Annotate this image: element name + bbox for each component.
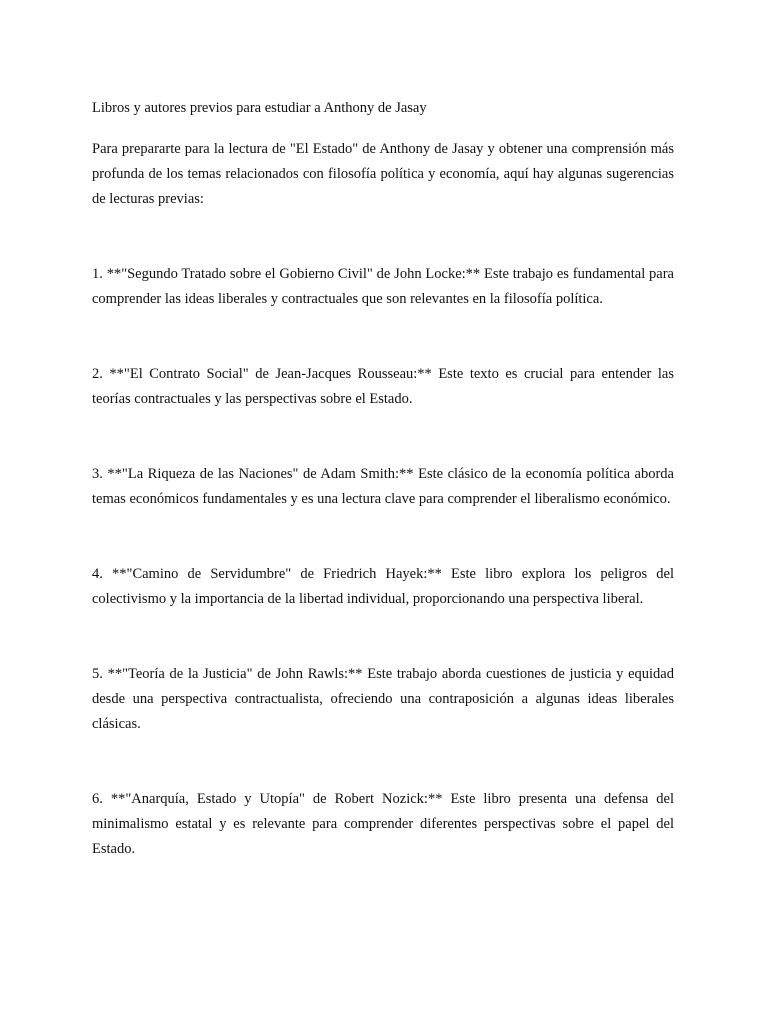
document-title: Libros y autores previos para estudiar a Anthony de Jasay (92, 100, 427, 116)
list-item: 3. **"La Riqueza de las Naciones" de Adam Smith:** Este clásico de la economía política aborda temas económicos fundamentales y es una lectura clave para comprender el liberalismo económico. (92, 466, 674, 507)
list-item: 4. **"Camino de Servidumbre" de Friedrich Hayek:** Este libro explora los peligros del colectivismo y la importancia de la libertad individual, proporcionando una perspectiva liberal. (92, 566, 674, 607)
intro-paragraph: Para prepararte para la lectura de "El Estado" de Anthony de Jasay y obtener una comprensión más profunda de los temas relacionados con filosofía política y economía, aquí hay algunas sugerencias de lecturas previas: (92, 141, 674, 207)
list-item: 1. **"Segundo Tratado sobre el Gobierno Civil" de John Locke:** Este trabajo es fundamental para comprender las ideas liberales y contractuales que son relevantes en la filosofía política. (92, 266, 674, 307)
list-item: 6. **"Anarquía, Estado y Utopía" de Robert Nozick:** Este libro presenta una defensa del minimalismo estatal y es relevante para comprender diferentes perspectivas sobre el papel del Estado. (92, 791, 674, 857)
list-item: 5. **"Teoría de la Justicia" de John Rawls:** Este trabajo aborda cuestiones de justicia y equidad desde una perspectiva contractualista, ofreciendo una contraposición a algunas ideas liberales clásicas. (92, 666, 674, 732)
list-item: 2. **"El Contrato Social" de Jean-Jacques Rousseau:** Este texto es crucial para entender las teorías contractuales y las perspectivas sobre el Estado. (92, 366, 674, 407)
reading-list (92, 262, 674, 862)
document-page (92, 96, 674, 862)
